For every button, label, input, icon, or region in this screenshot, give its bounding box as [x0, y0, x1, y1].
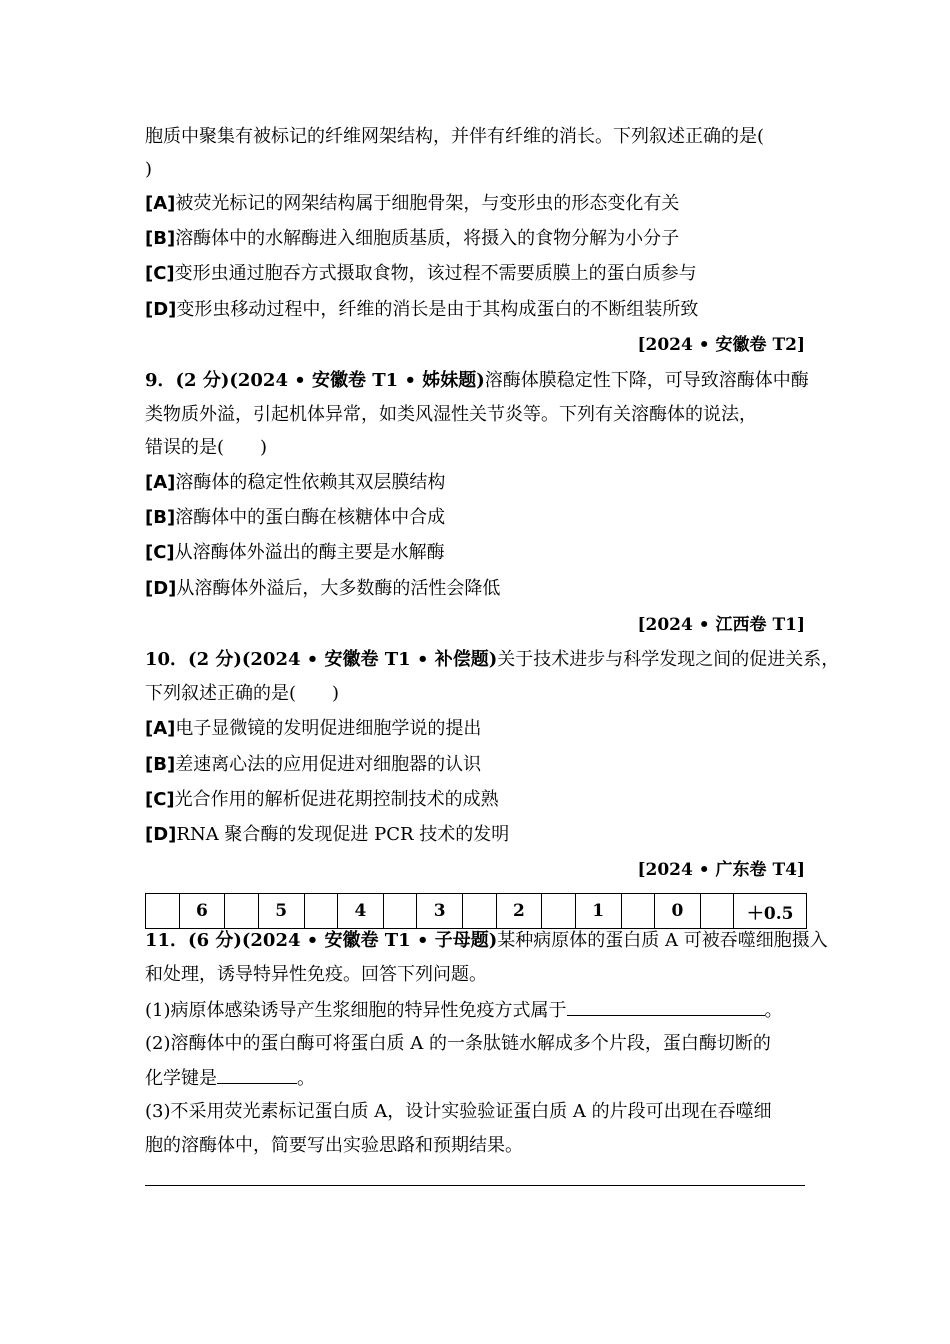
option-text: 变形虫通过胞吞方式摄取食物，该过程不需要质膜上的蛋白质参与 — [174, 263, 697, 284]
option-text: 光合作用的解析促进花期控制技术的成熟 — [174, 789, 499, 810]
q9-source: [2024 • 江西卷 T1] — [637, 615, 805, 635]
q8-option-d[interactable] — [145, 297, 698, 323]
q8-option-c[interactable] — [145, 261, 697, 287]
q9-option-a[interactable] — [145, 470, 445, 496]
score-cell[interactable] — [304, 894, 338, 929]
option-tag: [A] — [145, 472, 176, 493]
option-text: 溶酶体中的水解酶进入细胞质基质，将摄入的食物分解为小分子 — [175, 228, 680, 249]
option-tag: [C] — [145, 789, 175, 810]
q11-sub1 — [145, 997, 810, 1023]
q11-sub2-line2 — [145, 1065, 810, 1091]
option-text: RNA 聚合酶的发现促进 PCR 技术的发明 — [176, 824, 510, 845]
option-text: 电子显微镜的发明促进细胞学说的提出 — [175, 718, 482, 739]
option-text: 被荧光标记的网架结构属于细胞骨架，与变形虫的形态变化有关 — [175, 193, 680, 214]
q10-option-a[interactable] — [145, 716, 481, 742]
option-text: 变形虫移动过程中，纤维的消长是由于其构成蛋白的不断组装所致 — [176, 299, 699, 320]
q8-option-b[interactable] — [145, 226, 679, 252]
q10-stem-line2: 下列叙述正确的是( ) — [145, 683, 340, 704]
score-cell[interactable]: 5 — [258, 894, 304, 929]
score-cell[interactable]: 0 — [655, 894, 701, 929]
option-tag: [D] — [145, 824, 177, 845]
q9-stem-line1 — [145, 368, 810, 394]
option-tag: [C] — [145, 263, 175, 284]
option-text: 从溶酶体外溢后，大多数酶的活性会降低 — [176, 578, 501, 599]
score-cell[interactable] — [225, 894, 259, 929]
score-table — [145, 893, 807, 929]
answer-line[interactable] — [145, 1185, 805, 1186]
q11-sub3-line2: 胞的溶酶体中，简要写出实验思路和预期结果。 — [145, 1135, 523, 1156]
q11-sub2-line1: (2)溶酶体中的蛋白酶可将蛋白质 A 的一条肽链水解成多个片段，蛋白酶切断的 — [145, 1033, 771, 1054]
option-text: 溶酶体中的蛋白酶在核糖体中合成 — [175, 507, 446, 528]
option-tag: [D] — [145, 578, 177, 599]
q10-option-c[interactable] — [145, 787, 499, 813]
q11-sub2-end: 。 — [297, 1068, 315, 1089]
score-cell[interactable] — [463, 894, 497, 929]
q11-head: 11．(6 分)(2024 • 安徽卷 T1 • 子母题) — [145, 930, 498, 951]
option-text: 差速离心法的应用促进对细胞器的认识 — [175, 754, 482, 775]
q8-stem-line2: ) — [145, 159, 153, 180]
option-text: 溶酶体的稳定性依赖其双层膜结构 — [175, 472, 446, 493]
q10-option-b[interactable] — [145, 752, 481, 778]
score-cell[interactable] — [621, 894, 655, 929]
score-row — [146, 894, 807, 929]
q9-option-c[interactable] — [145, 540, 445, 566]
q9-head: 9．(2 分)(2024 • 安徽卷 T1 • 姊妹题) — [145, 370, 485, 391]
option-text: 从溶酶体外溢出的酶主要是水解酶 — [174, 542, 445, 563]
q11-sub1-text: (1)病原体感染诱导产生浆细胞的特异性免疫方式属于 — [145, 1000, 567, 1021]
option-tag: [B] — [145, 228, 176, 249]
q11-sub2-text: 化学键是 — [145, 1068, 217, 1089]
q11-sub3-line1: (3)不采用荧光素标记蛋白质 A，设计实验验证蛋白质 A 的片段可出现在吞噬细 — [145, 1101, 772, 1122]
score-cell[interactable]: 6 — [179, 894, 225, 929]
q11-stem-text: 某种病原体的蛋白质 A 可被吞噬细胞摄入 — [497, 930, 828, 951]
q8-source: [2024 • 安徽卷 T2] — [637, 335, 805, 355]
q10-source: [2024 • 广东卷 T4] — [637, 860, 805, 880]
q9-stem-line2: 类物质外溢，引起机体异常，如类风湿性关节炎等。下列有关溶酶体的说法， — [145, 404, 757, 425]
q10-stem-text: 关于技术进步与科学发现之间的促进关系， — [497, 649, 840, 670]
q9-option-b[interactable] — [145, 505, 445, 531]
q8-option-a[interactable] — [145, 191, 679, 217]
q9-stem-line3: 错误的是( ) — [145, 437, 268, 458]
q10-option-d[interactable] — [145, 822, 509, 848]
option-tag: [D] — [145, 299, 177, 320]
option-tag: [A] — [145, 193, 176, 214]
option-tag: [C] — [145, 542, 175, 563]
score-cell[interactable]: 4 — [338, 894, 384, 929]
score-cell[interactable] — [700, 894, 734, 929]
q9-stem-text: 溶酶体膜稳定性下降，可导致溶酶体中酶 — [484, 370, 809, 391]
q9-option-d[interactable] — [145, 576, 500, 602]
q11-stem-line1 — [145, 928, 828, 954]
score-cell[interactable]: 2 — [496, 894, 542, 929]
score-cell[interactable] — [542, 894, 576, 929]
q11-sub1-end: 。 — [764, 1000, 783, 1021]
q10-head: 10．(2 分)(2024 • 安徽卷 T1 • 补偿题) — [145, 649, 498, 670]
option-tag: [A] — [145, 718, 176, 739]
q8-stem-line1: 胞质中聚集有被标记的纤维网架结构，并伴有纤维的消长。下列叙述正确的是( — [145, 126, 765, 147]
score-cell[interactable]: 3 — [417, 894, 463, 929]
option-tag: [B] — [145, 754, 176, 775]
score-cell[interactable]: 1 — [575, 894, 621, 929]
q10-stem-line1 — [145, 647, 840, 673]
q11-sub2-blank[interactable] — [217, 1065, 297, 1084]
score-cell[interactable]: ＋0.5 — [734, 894, 807, 929]
q11-sub1-blank[interactable] — [567, 997, 765, 1016]
option-tag: [B] — [145, 507, 176, 528]
q11-stem-line2: 和处理，诱导特异性免疫。回答下列问题。 — [145, 964, 487, 985]
score-cell[interactable] — [383, 894, 417, 929]
score-cell[interactable] — [146, 894, 180, 929]
